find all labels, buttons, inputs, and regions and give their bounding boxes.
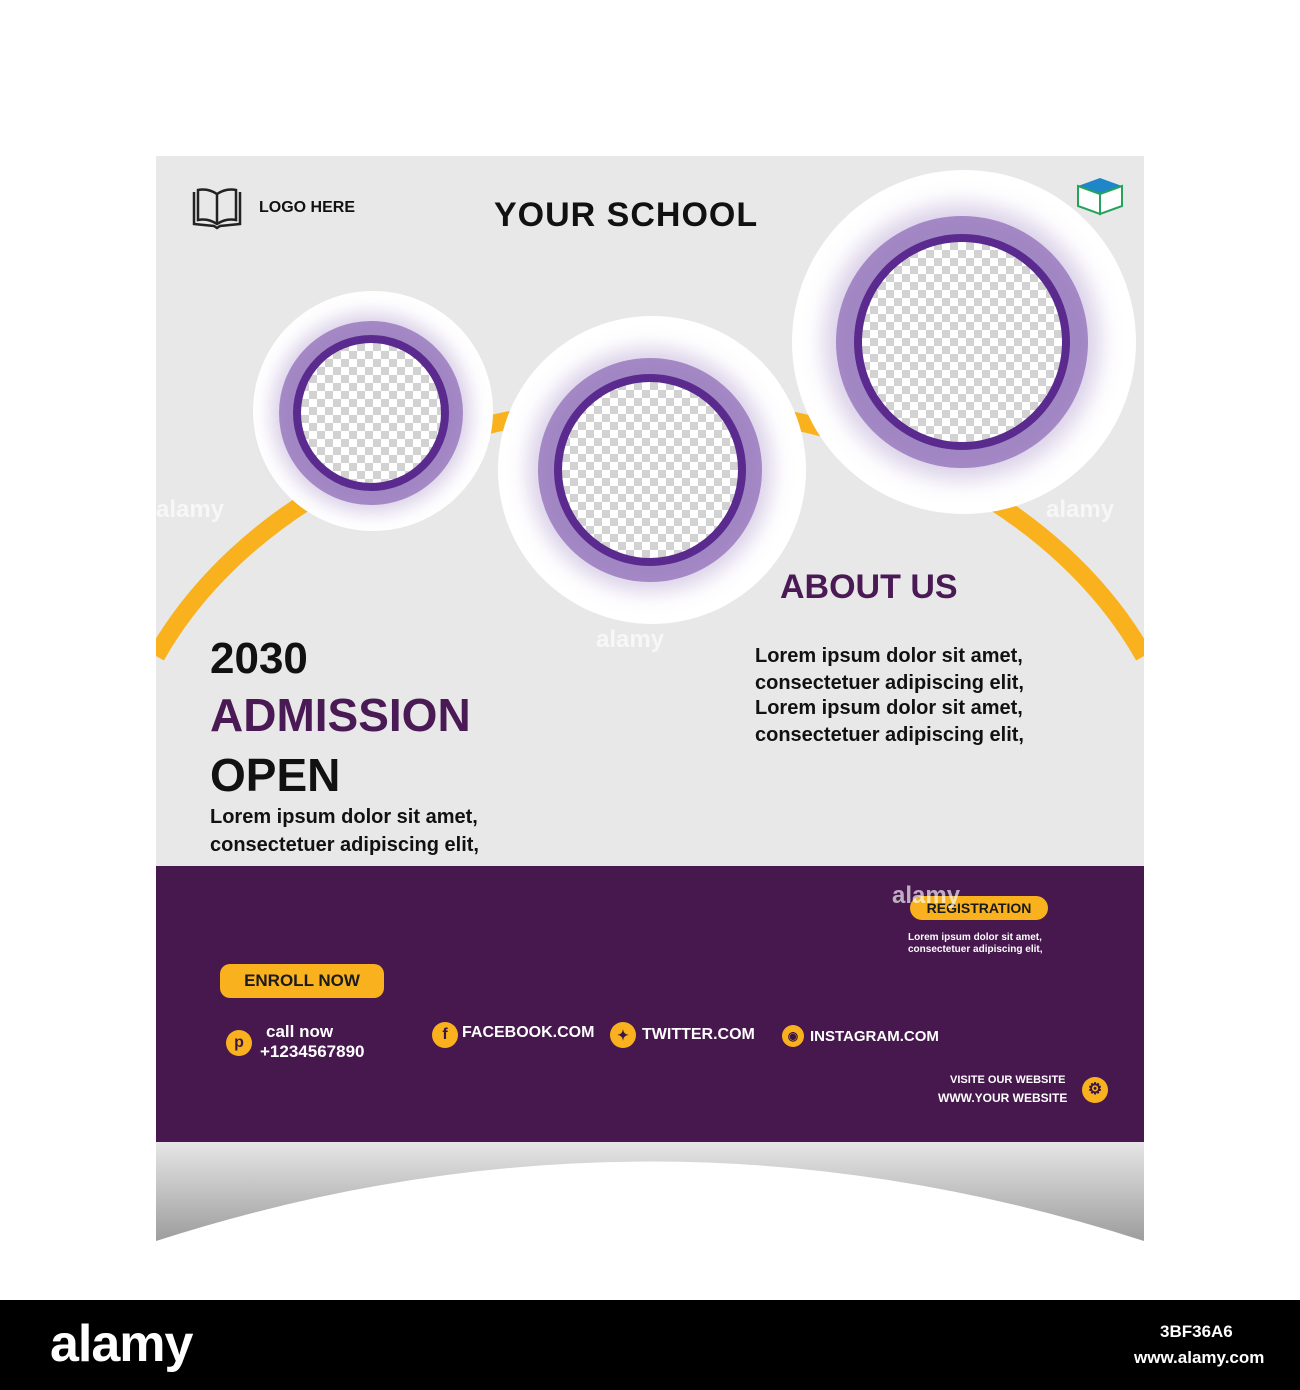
flyer-poster: [156, 156, 1144, 1241]
registration-line1: Lorem ipsum dolor sit amet,: [908, 932, 1042, 943]
watermark-text: alamy: [892, 882, 961, 909]
twitter-link[interactable]: TWITTER.COM: [642, 1026, 755, 1043]
watermark-image-id: 3BF36A6: [1160, 1322, 1233, 1341]
headline-year: 2030: [210, 634, 308, 683]
watermark-text: alamy: [1046, 496, 1115, 523]
photo-frame-large: [792, 170, 1136, 514]
cube-icon: [1076, 176, 1124, 216]
facebook-link[interactable]: FACEBOOK.COM: [462, 1024, 595, 1041]
twitter-icon: ✦: [610, 1022, 636, 1048]
about-line: consectetuer adipiscing elit,: [755, 672, 1024, 694]
open-book-icon: [190, 186, 244, 230]
watermark-text: alamy: [156, 496, 225, 523]
photo-frame-middle: [498, 316, 806, 624]
phone-icon: p: [226, 1030, 252, 1056]
facebook-icon: f: [432, 1022, 458, 1048]
about-line: consectetuer adipiscing elit,: [755, 724, 1024, 746]
school-title: YOUR SCHOOL: [494, 196, 759, 234]
photo-frame-small: [253, 291, 493, 531]
watermark-site: www.alamy.com: [1134, 1348, 1265, 1367]
about-line: Lorem ipsum dolor sit amet,: [755, 645, 1023, 667]
phone-number: +1234567890: [260, 1042, 365, 1061]
watermark-logo: alamy: [50, 1315, 193, 1373]
registration-line2: consectetuer adipiscing elit,: [908, 944, 1043, 955]
globe-icon: ⚙: [1082, 1077, 1108, 1103]
visit-website-label: VISITE OUR WEBSITE: [950, 1074, 1066, 1086]
photo-placeholder-large[interactable]: [862, 242, 1062, 442]
photo-placeholder-small[interactable]: [301, 343, 441, 483]
headline-open: OPEN: [210, 749, 341, 801]
watermark-text: alamy: [596, 626, 665, 653]
instagram-link[interactable]: INSTAGRAM.COM: [810, 1028, 939, 1045]
website-link[interactable]: WWW.YOUR WEBSITE: [938, 1091, 1068, 1105]
bottom-curve: [156, 1142, 1144, 1241]
photo-placeholder-middle[interactable]: [562, 382, 738, 558]
instagram-icon: ◉: [782, 1025, 804, 1047]
about-line: Lorem ipsum dolor sit amet,: [755, 697, 1023, 719]
watermark-footer-bar: [0, 1300, 1300, 1390]
headline-admission: ADMISSION: [210, 689, 471, 741]
about-title: ABOUT US: [780, 568, 958, 606]
registration-button[interactable]: REGISTRATION: [910, 896, 1048, 920]
enroll-now-button[interactable]: ENROLL NOW: [220, 964, 384, 998]
logo-label: LOGO HERE: [259, 199, 356, 216]
headline-body-line1: Lorem ipsum dolor sit amet,: [210, 806, 478, 828]
headline-body-line2: consectetuer adipiscing elit,: [210, 834, 479, 856]
call-label: call now: [266, 1022, 334, 1041]
